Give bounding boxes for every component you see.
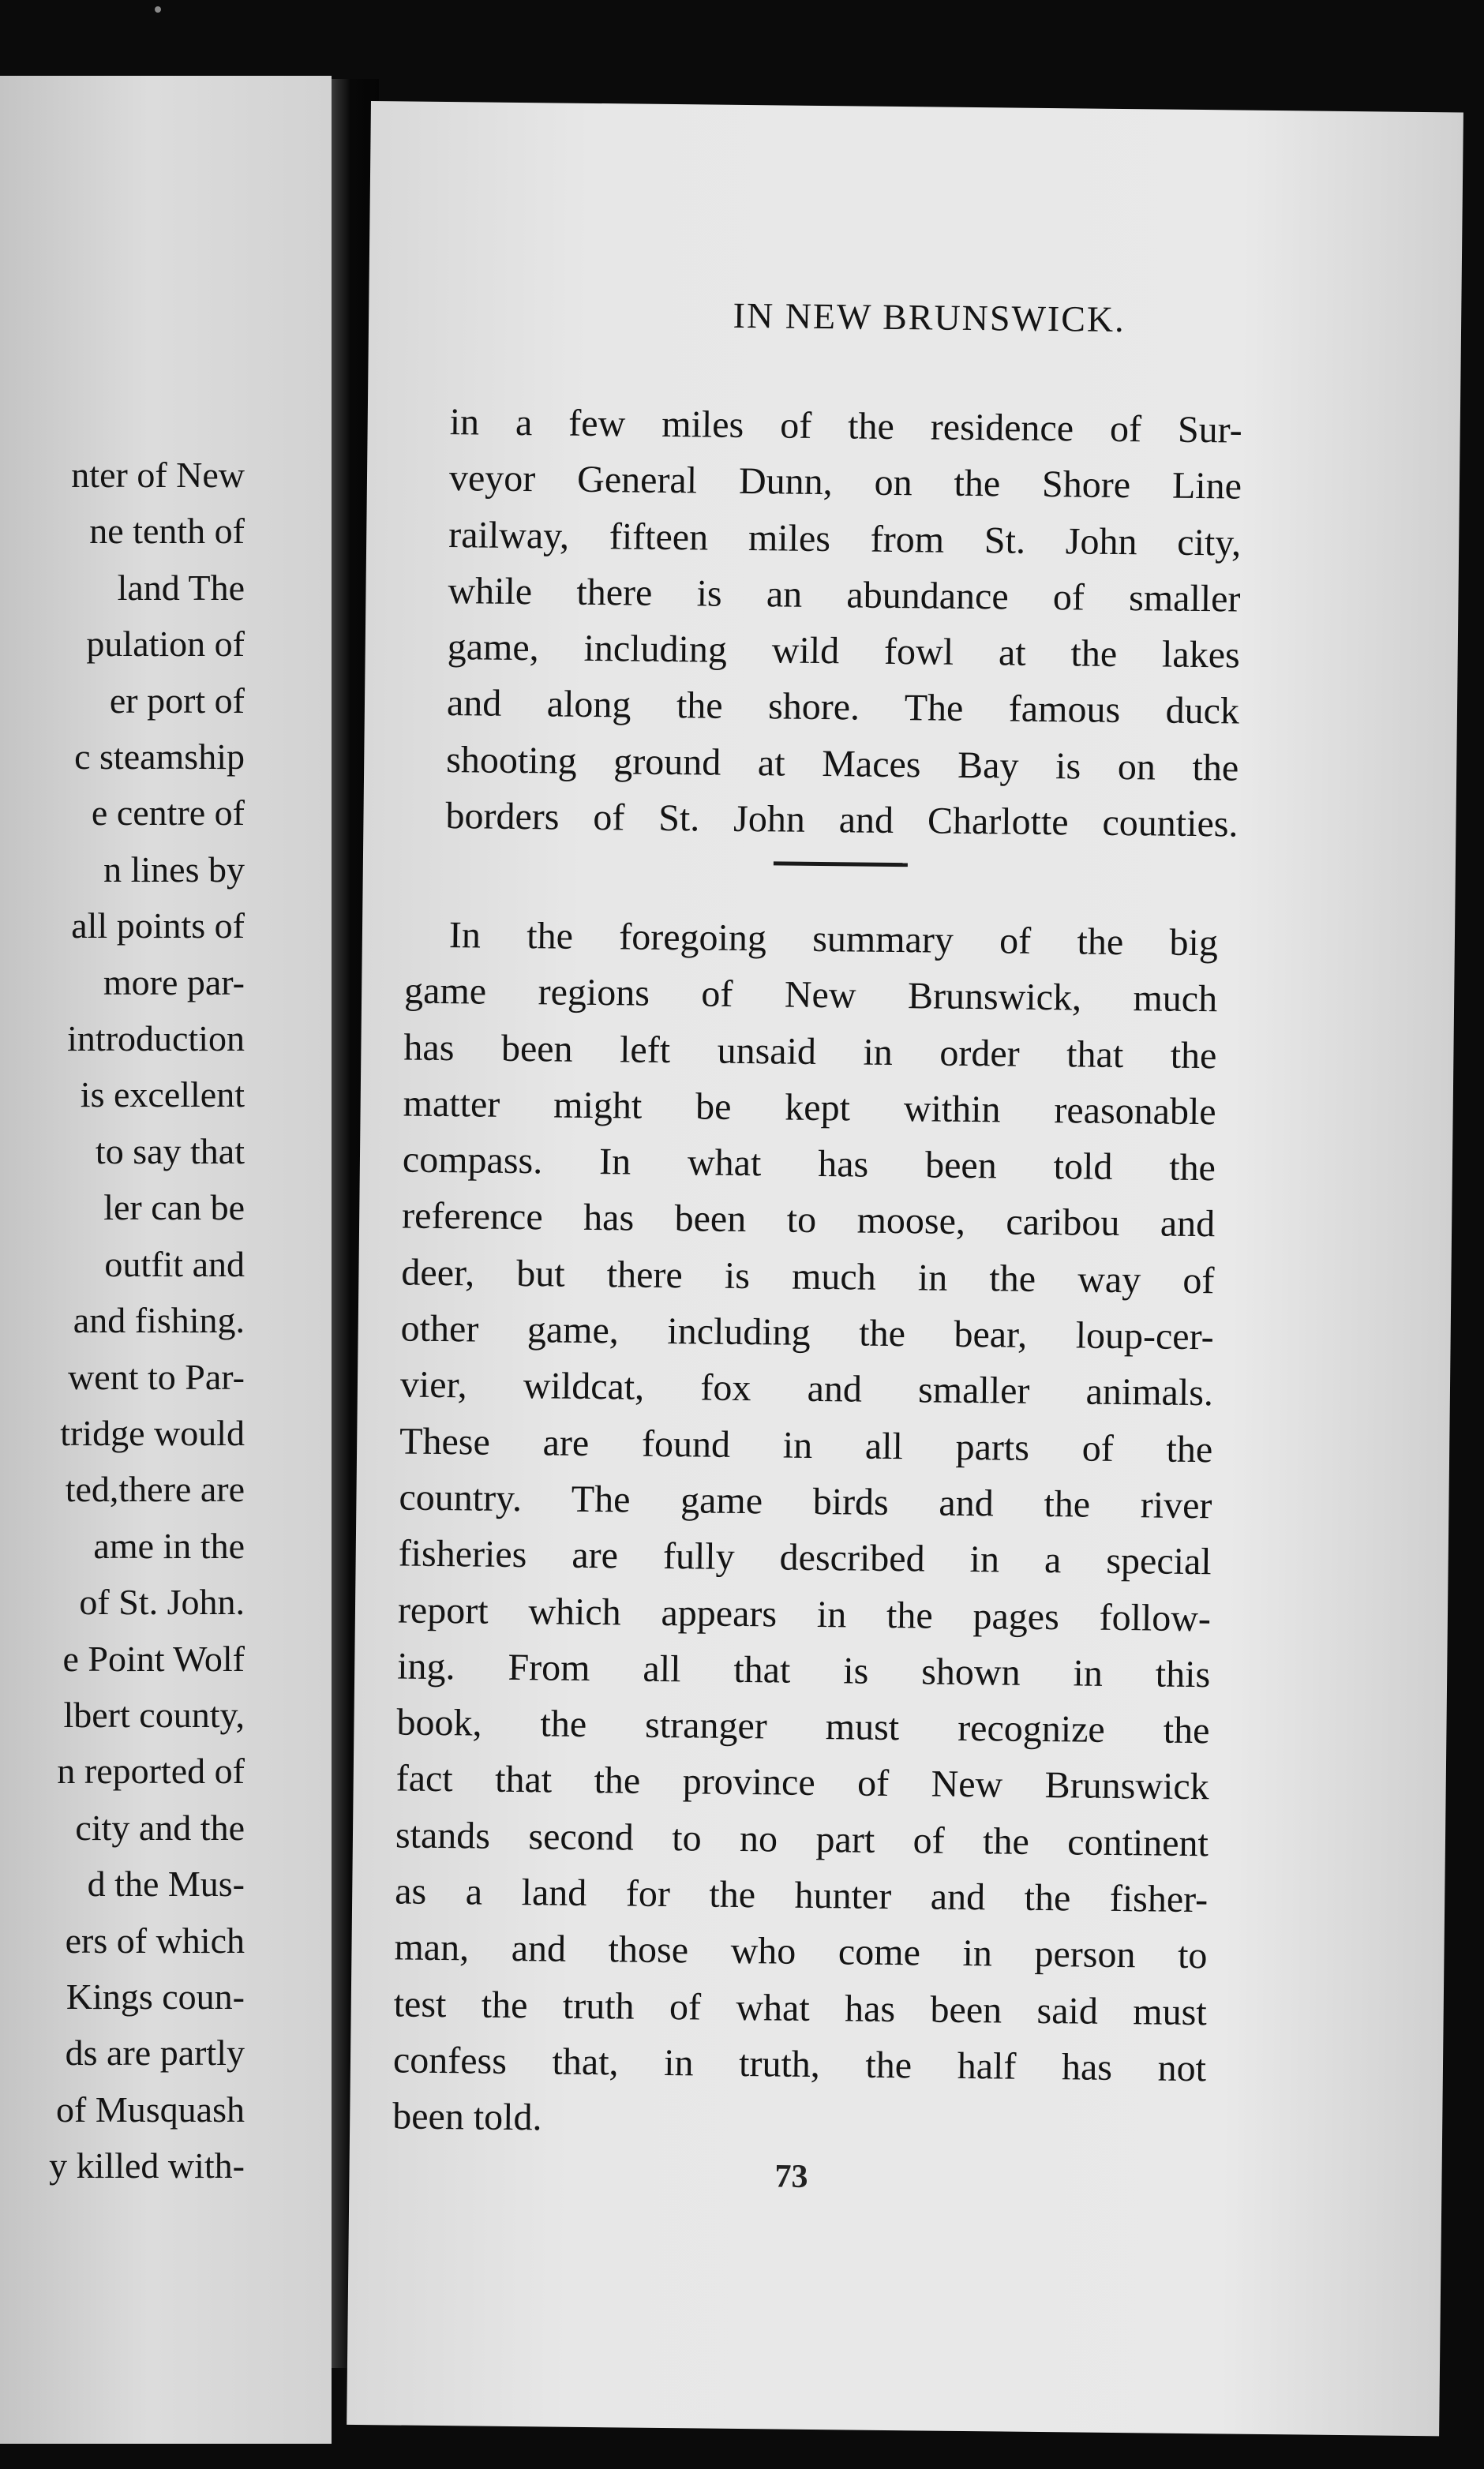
paragraph-2	[392, 907, 1218, 2153]
text-line: fact that the province of New Brunswick	[395, 1757, 1209, 1808]
scan-speck	[155, 6, 161, 13]
left-line: c steamship	[74, 736, 245, 777]
text-line: confess that, in truth, the half has not	[392, 2039, 1207, 2090]
text-line: game regions of New Brunswick, much	[403, 969, 1218, 1021]
text-line: in a few miles of the residence of Sur-	[449, 401, 1242, 451]
left-line: n reported of	[57, 1751, 245, 1792]
text-line: compass. In what has been told the	[402, 1138, 1216, 1190]
left-line: ame in the	[93, 1525, 245, 1566]
text-line: as a land for the hunter and the fisher-	[394, 1870, 1209, 1921]
text-line: been told.	[392, 2095, 542, 2139]
text-line: vier, wildcat, fox and smaller animals.	[399, 1363, 1214, 1414]
left-line: ne tenth of	[89, 511, 245, 552]
text-line: railway, fifteen miles from St. John city,	[448, 513, 1242, 564]
running-head: IN NEW BRUNSWICK.	[733, 294, 1126, 340]
left-line: Kings coun-	[66, 1976, 245, 2017]
left-line: more par-	[103, 961, 245, 1002]
left-line: went to Par-	[68, 1356, 245, 1397]
text-line: other game, including the bear, loup-cer-	[400, 1307, 1214, 1358]
paragraph-1	[445, 394, 1242, 852]
right-page	[347, 101, 1463, 2436]
left-line: ers of which	[65, 1920, 245, 1961]
text-line: game, including wild fowl at the lakes	[447, 626, 1240, 676]
text-line: veyor General Dunn, on the Shore Line	[448, 457, 1242, 508]
left-line: city and the	[75, 1807, 245, 1848]
left-line: er port of	[109, 680, 245, 721]
left-line: to say that	[95, 1130, 245, 1171]
left-line: of St. John.	[79, 1582, 245, 1623]
left-line: is excellent	[80, 1074, 245, 1115]
text-line: test the truth of what has been said must	[393, 1983, 1207, 2033]
left-line: introduction	[67, 1018, 245, 1059]
left-line: tridge would	[60, 1412, 245, 1453]
left-line: ds are partly	[65, 2033, 245, 2074]
left-line: e Point Wolf	[62, 1638, 245, 1679]
left-page	[0, 76, 332, 2444]
left-line: ted,there are	[65, 1469, 245, 1510]
left-line: lbert county,	[63, 1694, 245, 1735]
left-line: and fishing.	[73, 1300, 245, 1341]
left-line: y killed with-	[49, 2145, 245, 2186]
left-line: pulation of	[86, 624, 245, 665]
text-line: shooting ground at Maces Bay is on the	[445, 738, 1239, 789]
text-line: stands second to no part of the continent	[395, 1814, 1209, 1864]
left-line: n lines by	[103, 849, 245, 890]
text-line: borders of St. John and Charlotte counties.	[445, 795, 1239, 845]
left-line: land The	[117, 567, 245, 608]
text-line: matter might be kept within reasonable	[403, 1082, 1216, 1133]
left-line: nter of New	[71, 455, 245, 495]
text-line: These are found in all parts of the	[399, 1420, 1213, 1471]
left-line: e centre of	[91, 792, 245, 834]
left-line: all points of	[71, 905, 245, 946]
text-line: fisheries are fully described in a special	[398, 1532, 1212, 1583]
text-line: country. The game birds and the river	[399, 1476, 1212, 1527]
left-line: d the Mus-	[87, 1864, 245, 1905]
section-rule	[774, 861, 908, 867]
left-line: of Musquash	[56, 2089, 245, 2130]
text-line: and along the shore. The famous duck	[446, 682, 1240, 733]
text-line: deer, but there is much in the way of	[401, 1251, 1215, 1302]
text-line: man, and those who come in person to	[394, 1926, 1208, 1977]
text-line: book, the stranger must recognize the	[396, 1701, 1210, 1752]
left-line: outfit and	[104, 1243, 245, 1284]
text-line: while there is an abundance of smaller	[448, 569, 1241, 620]
text-line: reference has been to moose, caribou and	[401, 1194, 1216, 1246]
text-line: has been left unsaid in order that the	[403, 1026, 1217, 1077]
text-line: report which appears in the pages follow-	[397, 1589, 1212, 1639]
page-number: 73	[774, 2158, 808, 2195]
left-line: ler can be	[103, 1187, 245, 1228]
text-line: ing. From all that is shown in this	[396, 1645, 1211, 1696]
left-page-text	[0, 447, 245, 2194]
text-line: In the foregoing summary of the big	[448, 914, 1219, 965]
